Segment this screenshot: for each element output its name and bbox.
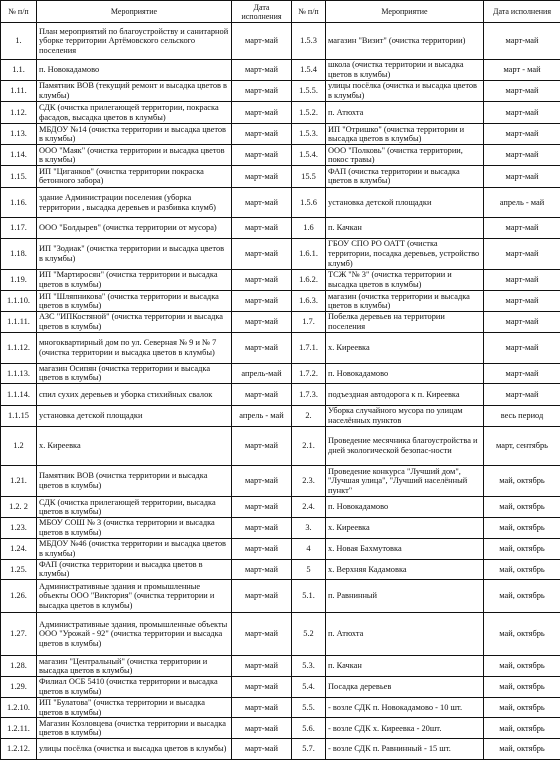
- event-text-left: МБДОУ №46 (очистка территории и высадка цветов в клумбы): [37, 538, 232, 559]
- row-number-left: 1.2.11.: [1, 718, 37, 739]
- date-left: март-май: [232, 23, 292, 60]
- row-number-left: 1.21.: [1, 465, 37, 497]
- event-text-right: - возле СДК х. Киреевка - 20шт.: [326, 718, 484, 739]
- header-date-left: Дата исполнения: [232, 1, 292, 23]
- date-left: март-май: [232, 187, 292, 218]
- row-number-left: 1.26.: [1, 580, 37, 613]
- event-text-left: улицы посёлка (очистка и высадка цветов в клумбы): [37, 739, 232, 760]
- row-number-right: 1.6.2.: [292, 269, 326, 291]
- event-text-right: п. Новокадамово: [326, 497, 484, 518]
- date-left: март-май: [232, 426, 292, 465]
- table-row: [1, 518, 560, 539]
- row-number-left: 1.17.: [1, 218, 37, 239]
- event-text-left: План мероприятий по благоустройству и санитарной уборке территории Артёмовского сельского поселения: [37, 23, 232, 60]
- event-text-right: ООО "Полковь" (очистка территории, покос травы): [326, 145, 484, 166]
- table-row: [1, 739, 560, 760]
- date-right: май, октябрь: [484, 497, 560, 518]
- date-right: май, октябрь: [484, 677, 560, 698]
- date-left: март-май: [232, 269, 292, 291]
- row-number-right: 3.: [292, 518, 326, 539]
- date-right: март-май: [484, 218, 560, 239]
- event-text-left: ИП "Булатова" (очистка территории и высадка цветов в клумбы): [37, 697, 232, 718]
- event-text-right: п. Атюхта: [326, 613, 484, 656]
- date-left: март-май: [232, 697, 292, 718]
- event-text-right: установка детской площадки: [326, 187, 484, 218]
- event-text-right: Уборка случайного мусора по улицам населённых пунктов: [326, 405, 484, 426]
- row-number-left: 1.18.: [1, 238, 37, 269]
- date-left: март-май: [232, 238, 292, 269]
- row-number-left: 1.19.: [1, 269, 37, 291]
- row-number-right: 1.7.: [292, 312, 326, 333]
- table-row: [1, 538, 560, 559]
- date-right: март-май: [484, 332, 560, 363]
- date-left: март-май: [232, 123, 292, 145]
- date-right: май, октябрь: [484, 613, 560, 656]
- date-left: март-май: [232, 613, 292, 656]
- table-body: [1, 23, 560, 760]
- event-text-left: многоквартирный дом по ул. Северная № 9 и № 7 (очистка территории и высадка цветов в клумбы): [37, 332, 232, 363]
- event-text-right: подъездная автодорога к п. Киреевка: [326, 384, 484, 406]
- date-left: март-май: [232, 312, 292, 333]
- date-left: март-май: [232, 497, 292, 518]
- event-text-left: Памятник ВОВ (текущий ремонт и высадка цветов в клумбы): [37, 80, 232, 102]
- event-text-right: п. Качкан: [326, 218, 484, 239]
- date-left: март-май: [232, 718, 292, 739]
- event-text-left: ФАП (очистка территории и высадка цветов в клумбы): [37, 559, 232, 580]
- table-row: [1, 384, 560, 406]
- date-right: май, октябрь: [484, 656, 560, 677]
- event-text-left: установка детской площадки: [37, 405, 232, 426]
- event-text-left: х. Киреевка: [37, 426, 232, 465]
- event-text-right: магазин (очистка территории и высадка цветов в клумбы): [326, 291, 484, 312]
- row-number-left: 1.2.10.: [1, 697, 37, 718]
- row-number-right: 2.1.: [292, 426, 326, 465]
- row-number-right: 5: [292, 559, 326, 580]
- event-text-left: МБДОУ №14 (очистка территории и высадка цветов в клумбы): [37, 123, 232, 145]
- event-text-left: СДК (очистка прилегающей территории, покраска фасадов, высадка цветов в клумбы): [37, 102, 232, 124]
- date-left: апрель-май: [232, 363, 292, 384]
- event-text-right: ГБОУ СПО РО ОАТТ (очистка территории, посадка деревьев, устройство клумб): [326, 238, 484, 269]
- date-left: март-май: [232, 538, 292, 559]
- event-text-left: АЗС "ИПКостяной" (очистка территории и высадка цветов в клумбы): [37, 312, 232, 333]
- date-right: май, октябрь: [484, 718, 560, 739]
- row-number-right: 1.7.1.: [292, 332, 326, 363]
- date-right: май, октябрь: [484, 538, 560, 559]
- header-event-right: Мероприятие: [326, 1, 484, 23]
- row-number-right: 1.7.3.: [292, 384, 326, 406]
- table-row: [1, 580, 560, 613]
- header-num-right: № п/п: [292, 1, 326, 23]
- date-right: май, октябрь: [484, 580, 560, 613]
- event-text-left: Магазин Козловцева (очистка территории и высадка цветов в клумбы): [37, 718, 232, 739]
- row-number-right: 5.1.: [292, 580, 326, 613]
- header-date-right: Дата исполнения: [484, 1, 560, 23]
- row-number-left: 1.1.: [1, 59, 37, 80]
- table-row: [1, 613, 560, 656]
- row-number-left: 1.12.: [1, 102, 37, 124]
- event-text-right: - возле СДК п. Равнинный - 15 шт.: [326, 739, 484, 760]
- row-number-right: 5.6.: [292, 718, 326, 739]
- row-number-right: 1.5.6: [292, 187, 326, 218]
- table-row: [1, 59, 560, 80]
- table-row: [1, 145, 560, 166]
- event-text-right: х. Киреевка: [326, 332, 484, 363]
- date-right: март-май: [484, 80, 560, 102]
- table-row: [1, 332, 560, 363]
- event-text-left: ИП "Зодиак" (очистка территории и высадка цветов в клумбы): [37, 238, 232, 269]
- date-right: май, октябрь: [484, 518, 560, 539]
- date-right: март-май: [484, 23, 560, 60]
- date-left: март-май: [232, 739, 292, 760]
- date-right: март-май: [484, 123, 560, 145]
- row-number-left: 1.28.: [1, 656, 37, 677]
- event-text-right: Побелка деревьев на территории поселения: [326, 312, 484, 333]
- row-number-left: 1.1.12.: [1, 332, 37, 363]
- date-right: май, октябрь: [484, 559, 560, 580]
- event-text-left: ООО "Маяк" (очистка территории и высадка цветов в клумбы): [37, 145, 232, 166]
- row-number-right: 1.5.5.: [292, 80, 326, 102]
- row-number-left: 1.15.: [1, 166, 37, 188]
- date-right: март-май: [484, 384, 560, 406]
- event-text-left: ИП "Мартиросян" (очистка территории и высадка цветов в клумбы): [37, 269, 232, 291]
- row-number-left: 1.1.10.: [1, 291, 37, 312]
- date-right: весь период: [484, 405, 560, 426]
- row-number-left: 1.: [1, 23, 37, 60]
- row-number-left: 1.14.: [1, 145, 37, 166]
- row-number-left: 1.2.12.: [1, 739, 37, 760]
- date-right: март-май: [484, 102, 560, 124]
- row-number-right: 15.5: [292, 166, 326, 188]
- row-number-left: 1.23.: [1, 518, 37, 539]
- event-text-right: ИП "Отришко" (очистка территории и высадка цветов в клумбы): [326, 123, 484, 145]
- event-text-left: магазин "Центральный" (очистка территории и высадка цветов в клумбы): [37, 656, 232, 677]
- row-number-right: 5.4.: [292, 677, 326, 698]
- table-row: [1, 697, 560, 718]
- header-num-left: № п/п: [1, 1, 37, 23]
- header-event-left: Мероприятие: [37, 1, 232, 23]
- row-number-right: 1.5.4: [292, 59, 326, 80]
- row-number-right: 4: [292, 538, 326, 559]
- row-number-left: 1.11.: [1, 80, 37, 102]
- table-row: [1, 291, 560, 312]
- date-left: март-май: [232, 656, 292, 677]
- row-number-left: 1.29.: [1, 677, 37, 698]
- row-number-left: 1.1.15: [1, 405, 37, 426]
- date-right: май, октябрь: [484, 697, 560, 718]
- event-text-right: улицы посёлка (очистка и высадка цветов в клумбы): [326, 80, 484, 102]
- table-row: [1, 269, 560, 291]
- table-row: [1, 187, 560, 218]
- date-right: март-май: [484, 145, 560, 166]
- date-left: март-май: [232, 677, 292, 698]
- event-text-left: Филиал ОСБ 5410 (очистка территории и высадка цветов в клумбы): [37, 677, 232, 698]
- event-text-right: п. Равнинный: [326, 580, 484, 613]
- row-number-left: 1.16.: [1, 187, 37, 218]
- table-row: [1, 80, 560, 102]
- event-text-right: п. Атюхта: [326, 102, 484, 124]
- date-right: март-май: [484, 269, 560, 291]
- date-right: март-май: [484, 312, 560, 333]
- date-right: март - май: [484, 59, 560, 80]
- row-number-right: 1.6: [292, 218, 326, 239]
- event-text-right: магазин "Визит" (очистка территории): [326, 23, 484, 60]
- row-number-left: 1.25.: [1, 559, 37, 580]
- table-row: [1, 166, 560, 188]
- row-number-right: 2.3.: [292, 465, 326, 497]
- date-right: март-май: [484, 363, 560, 384]
- date-right: март, сентябрь: [484, 426, 560, 465]
- event-text-right: Посадка деревьев: [326, 677, 484, 698]
- table-row: [1, 405, 560, 426]
- row-number-right: 5.5.: [292, 697, 326, 718]
- event-text-right: ТСЖ "№ 3" (очистка территории и высадка цветов в клумбы): [326, 269, 484, 291]
- event-text-left: МБОУ СОШ № 3 (очистка территории и высадка цветов в клумбы): [37, 518, 232, 539]
- date-left: март-май: [232, 518, 292, 539]
- row-number-right: 1.7.2.: [292, 363, 326, 384]
- event-text-right: школа (очистка территории и высадка цветов в клумбы): [326, 59, 484, 80]
- date-right: май, октябрь: [484, 739, 560, 760]
- date-left: март-май: [232, 166, 292, 188]
- date-right: март-май: [484, 166, 560, 188]
- date-left: март-май: [232, 580, 292, 613]
- date-left: март-май: [232, 332, 292, 363]
- row-number-right: 1.6.1.: [292, 238, 326, 269]
- row-number-right: 5.2: [292, 613, 326, 656]
- row-number-right: 1.5.4.: [292, 145, 326, 166]
- table-row: [1, 656, 560, 677]
- event-text-left: Административные здания, промышленные объекты ООО "Урожай - 92" (очистка территории и высадка цветов в клумбы): [37, 613, 232, 656]
- event-text-right: Проведение конкурса "Лучший дом", "Лучшая улица", "Лучший населённый пункт": [326, 465, 484, 497]
- table-row: [1, 426, 560, 465]
- event-text-right: - возле СДК п. Новокадамово - 10 шт.: [326, 697, 484, 718]
- table-row: [1, 718, 560, 739]
- row-number-left: 1.1.11.: [1, 312, 37, 333]
- header-row: [1, 1, 560, 23]
- date-right: апрель - май: [484, 187, 560, 218]
- row-number-right: 1.5.3.: [292, 123, 326, 145]
- date-left: апрель - май: [232, 405, 292, 426]
- row-number-left: 1.2: [1, 426, 37, 465]
- date-left: март-май: [232, 59, 292, 80]
- date-left: март-май: [232, 384, 292, 406]
- table-row: [1, 497, 560, 518]
- table-row: [1, 559, 560, 580]
- event-text-right: п. Новокадамово: [326, 363, 484, 384]
- table-row: [1, 238, 560, 269]
- table-row: [1, 102, 560, 124]
- table-row: [1, 218, 560, 239]
- event-text-left: СДК (очистка прилегающей территории, высадка цветов в клумбы): [37, 497, 232, 518]
- event-text-left: Памятник ВОВ (очистка территории и высадка цветов в клумбы): [37, 465, 232, 497]
- row-number-left: 1.24.: [1, 538, 37, 559]
- row-number-left: 1.1.14.: [1, 384, 37, 406]
- table-row: [1, 465, 560, 497]
- event-text-right: х. Новая Бахмутовка: [326, 538, 484, 559]
- date-left: март-май: [232, 291, 292, 312]
- event-text-left: спил сухих деревьев и уборка стихийных свалок: [37, 384, 232, 406]
- event-text-right: п. Качкан: [326, 656, 484, 677]
- table-row: [1, 23, 560, 60]
- date-left: март-май: [232, 102, 292, 124]
- row-number-left: 1.13.: [1, 123, 37, 145]
- row-number-right: 2.4.: [292, 497, 326, 518]
- row-number-right: 1.5.3: [292, 23, 326, 60]
- date-right: март-май: [484, 291, 560, 312]
- event-text-right: Проведение месячника благоустройства и дней экологической безопас-ности: [326, 426, 484, 465]
- row-number-right: 1.6.3.: [292, 291, 326, 312]
- date-left: март-май: [232, 218, 292, 239]
- date-right: март-май: [484, 238, 560, 269]
- row-number-left: 1.2. 2: [1, 497, 37, 518]
- row-number-right: 5.3.: [292, 656, 326, 677]
- row-number-right: 5.7.: [292, 739, 326, 760]
- row-number-right: 2.: [292, 405, 326, 426]
- row-number-left: 1.1.13.: [1, 363, 37, 384]
- event-text-left: п. Новокадамово: [37, 59, 232, 80]
- table-row: [1, 123, 560, 145]
- date-left: март-май: [232, 465, 292, 497]
- row-number-left: 1.27.: [1, 613, 37, 656]
- event-text-right: ФАП (очистка территории и высадка цветов в клумбы): [326, 166, 484, 188]
- event-text-left: магазин Осипян (очистка территории и высадка цветов в клумбы): [37, 363, 232, 384]
- date-left: март-май: [232, 559, 292, 580]
- table-row: [1, 363, 560, 384]
- event-text-left: здание Администрации поселения (уборка территории , высадка деревьев и разбивка клумб): [37, 187, 232, 218]
- event-text-left: ООО "Болдырев" (очистка территории от мусора): [37, 218, 232, 239]
- table-row: [1, 677, 560, 698]
- date-left: март-май: [232, 145, 292, 166]
- event-text-right: х. Верхняя Кадамовка: [326, 559, 484, 580]
- event-text-left: Административные здания и промышленные объекты ООО "Виктория" (очистка территории и высадка цветов в клумбы): [37, 580, 232, 613]
- event-text-left: ИП "Шляпникова" (очистка территории и высадка цветов в клумбы): [37, 291, 232, 312]
- row-number-right: 1.5.2.: [292, 102, 326, 124]
- table-row: [1, 312, 560, 333]
- event-text-right: х. Киреевка: [326, 518, 484, 539]
- date-left: март-май: [232, 80, 292, 102]
- date-right: май, октябрь: [484, 465, 560, 497]
- event-text-left: ИП "Циганков" (очистка территории покраска бетонного забора): [37, 166, 232, 188]
